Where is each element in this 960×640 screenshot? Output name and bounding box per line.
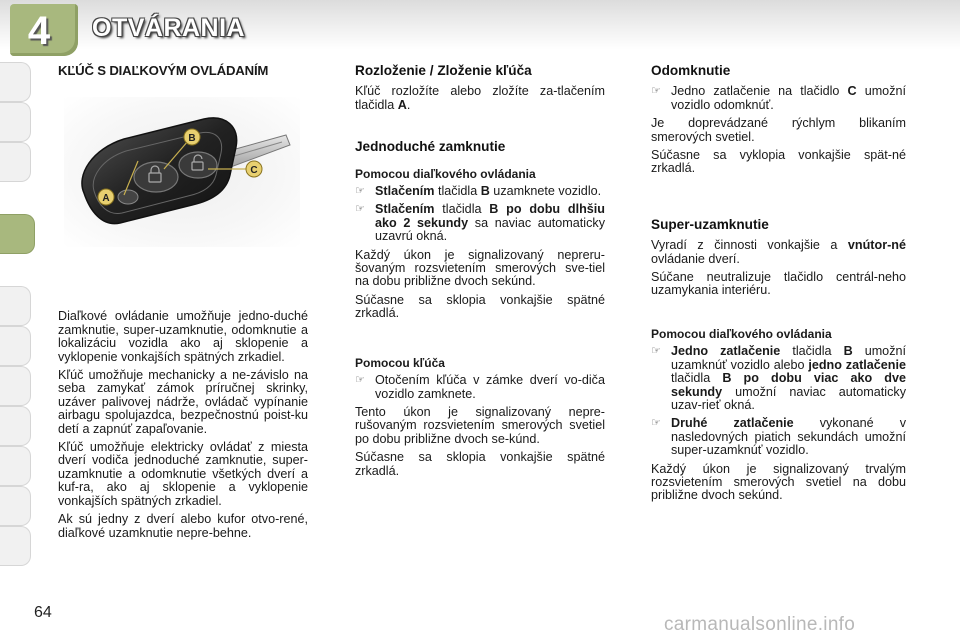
chapter-title: OTVÁRANIA <box>92 14 246 42</box>
column-middle <box>355 64 605 483</box>
bullet-item: ☞ Jedno zatlačenie na tlačidlo C umožní vozidlo odomknúť. <box>651 84 906 112</box>
section-title-unlock: Odomknutie <box>651 63 731 78</box>
paragraph: Ak sú jedny z dverí alebo kufor otvo-rené, diaľkové uzamknutie nepre-behne. <box>58 512 308 540</box>
bullet-item: ☞ Jedno zatlačenie tlačidla B umožní uzamknúť vozidlo alebo jedno zatlačenie tlačidla B po dobu viac ako dve sekundy umožní naviac automaticky uzav-rieť okná. <box>651 344 906 412</box>
paragraph: Súčasne sa vyklopia vonkajšie spät-né zrkadlá. <box>651 148 906 176</box>
key-fob-illustration <box>64 97 300 247</box>
paragraph: Súčane neutralizuje tlačidlo centrál-neho uzamykania interiéru. <box>651 270 906 298</box>
side-tab-3[interactable] <box>0 142 31 182</box>
paragraph: Kľúč umožňuje elektricky ovládať z miesta dverí vodiča jednoduché zamknutie, super-uzamknutie a odomknutie všetkých dverí a kuf-ra, ako aj sklopenie a vyklopenie vonkajších spätných zrkadiel. <box>58 440 308 508</box>
watermark: carmanualsonline.info <box>664 614 856 635</box>
hand-pointer-icon: ☞ <box>651 85 661 98</box>
bullet-item: ☞ Druhé zatlačenie vykonané v nasledovných piatich sekundách umožní super-uzamknúť vozidlo. <box>651 416 906 458</box>
page-number: 64 <box>34 604 52 621</box>
label-b <box>184 129 200 145</box>
svg-text:C: C <box>250 165 258 177</box>
paragraph: Tento úkon je signalizovaný nepre-rušovaným rozsvietením smerových svetiel po dobu približne dvoch se-kúnd. <box>355 404 605 446</box>
section-title-remote-key: KĽÚČ S DIAĽKOVÝM OVLÁDANÍM <box>58 63 269 78</box>
side-tab-10[interactable] <box>0 486 31 526</box>
side-tab-6[interactable] <box>0 326 31 366</box>
hand-pointer-icon: ☞ <box>355 374 365 387</box>
paragraph: Každý úkon je signalizovaný trvalým rozsvietením smerových svetiel na dobu približne dvoch sekúnd. <box>651 461 906 503</box>
label-a <box>98 189 114 205</box>
side-tab-7[interactable] <box>0 366 31 406</box>
paragraph: Súčasne sa sklopia vonkajšie spätné zrkadlá. <box>355 450 605 478</box>
subtitle-key: Pomocou kľúča <box>355 355 445 370</box>
paragraph: Diaľkové ovládanie umožňuje jedno-duché zamknutie, super-uzamknutie, odomknutie a lokalizáciu vozidla ako aj sklopenie a vyklopenie vonkajších spätných zrkadiel. <box>58 309 308 364</box>
side-tab-8[interactable] <box>0 406 31 446</box>
section-title-super-lock: Super-uzamknutie <box>651 216 769 232</box>
column-left <box>58 64 308 545</box>
column-right <box>651 64 906 508</box>
subtitle-remote: Pomocou diaľkového ovládania <box>651 326 832 341</box>
hand-pointer-icon: ☞ <box>355 185 365 198</box>
paragraph: Každý úkon je signalizovaný nepreru-šovaným rozsvietením smerových sve-tiel na dobu približne dvoch sekúnd. <box>355 247 605 289</box>
section-title-fold: Rozloženie / Zloženie kľúča <box>355 63 532 78</box>
side-tab-9[interactable] <box>0 446 31 486</box>
side-tab-1[interactable] <box>0 62 31 102</box>
bullet-item: ☞ Stlačením tlačidla B uzamknete vozidlo. <box>355 184 602 199</box>
hand-pointer-icon: ☞ <box>651 345 661 358</box>
svg-text:B: B <box>188 133 196 145</box>
hand-pointer-icon: ☞ <box>355 203 365 216</box>
side-tab-2[interactable] <box>0 102 31 142</box>
side-tab-11[interactable] <box>0 526 31 566</box>
key-fob-svg <box>64 97 300 247</box>
fob-button-lock[interactable] <box>134 162 178 192</box>
bullet-item: ☞ Otočením kľúča v zámke dverí vo-diča vozidlo zamknete. <box>355 373 605 401</box>
bullet-item: ☞ Stlačením tlačidla B po dobu dlhšiu ako 2 sekundy sa naviac automaticky uzavrú okná. <box>355 202 605 244</box>
side-tab-4-active[interactable] <box>0 214 35 254</box>
svg-text:A: A <box>102 193 110 205</box>
chapter-number: 4 <box>27 9 51 53</box>
section-title-simple-lock: Jednoduché zamknutie <box>355 139 506 155</box>
subtitle-remote: Pomocou diaľkového ovládania <box>355 166 536 181</box>
fold-paragraph: Kľúč rozložíte alebo zložíte za-tlačením tlačidla A. <box>355 84 605 112</box>
hand-pointer-icon: ☞ <box>651 417 661 430</box>
chapter-badge <box>10 4 78 56</box>
fob-button-release[interactable] <box>118 190 138 204</box>
paragraph: Vyradí z činnosti vonkajšie a vnútor-né ovládanie dverí. <box>651 238 906 266</box>
paragraph: Je doprevádzané rýchlym blikaním smerových svetiel. <box>651 116 906 144</box>
side-tab-5[interactable] <box>0 286 31 326</box>
paragraph: Kľúč umožňuje mechanicky a ne-závislo na seba zamykať zámok príručnej skrinky, uzáver palivovej nádrže, ovládač vypínanie airbagu spolujazdca, bezpečnostnú poist-ku detí a zapnúť zapaľovanie. <box>58 368 308 436</box>
label-c <box>246 161 262 177</box>
fob-button-unlock[interactable] <box>179 152 217 178</box>
paragraph: Súčasne sa sklopia vonkajšie spätné zrkadlá. <box>355 292 605 321</box>
